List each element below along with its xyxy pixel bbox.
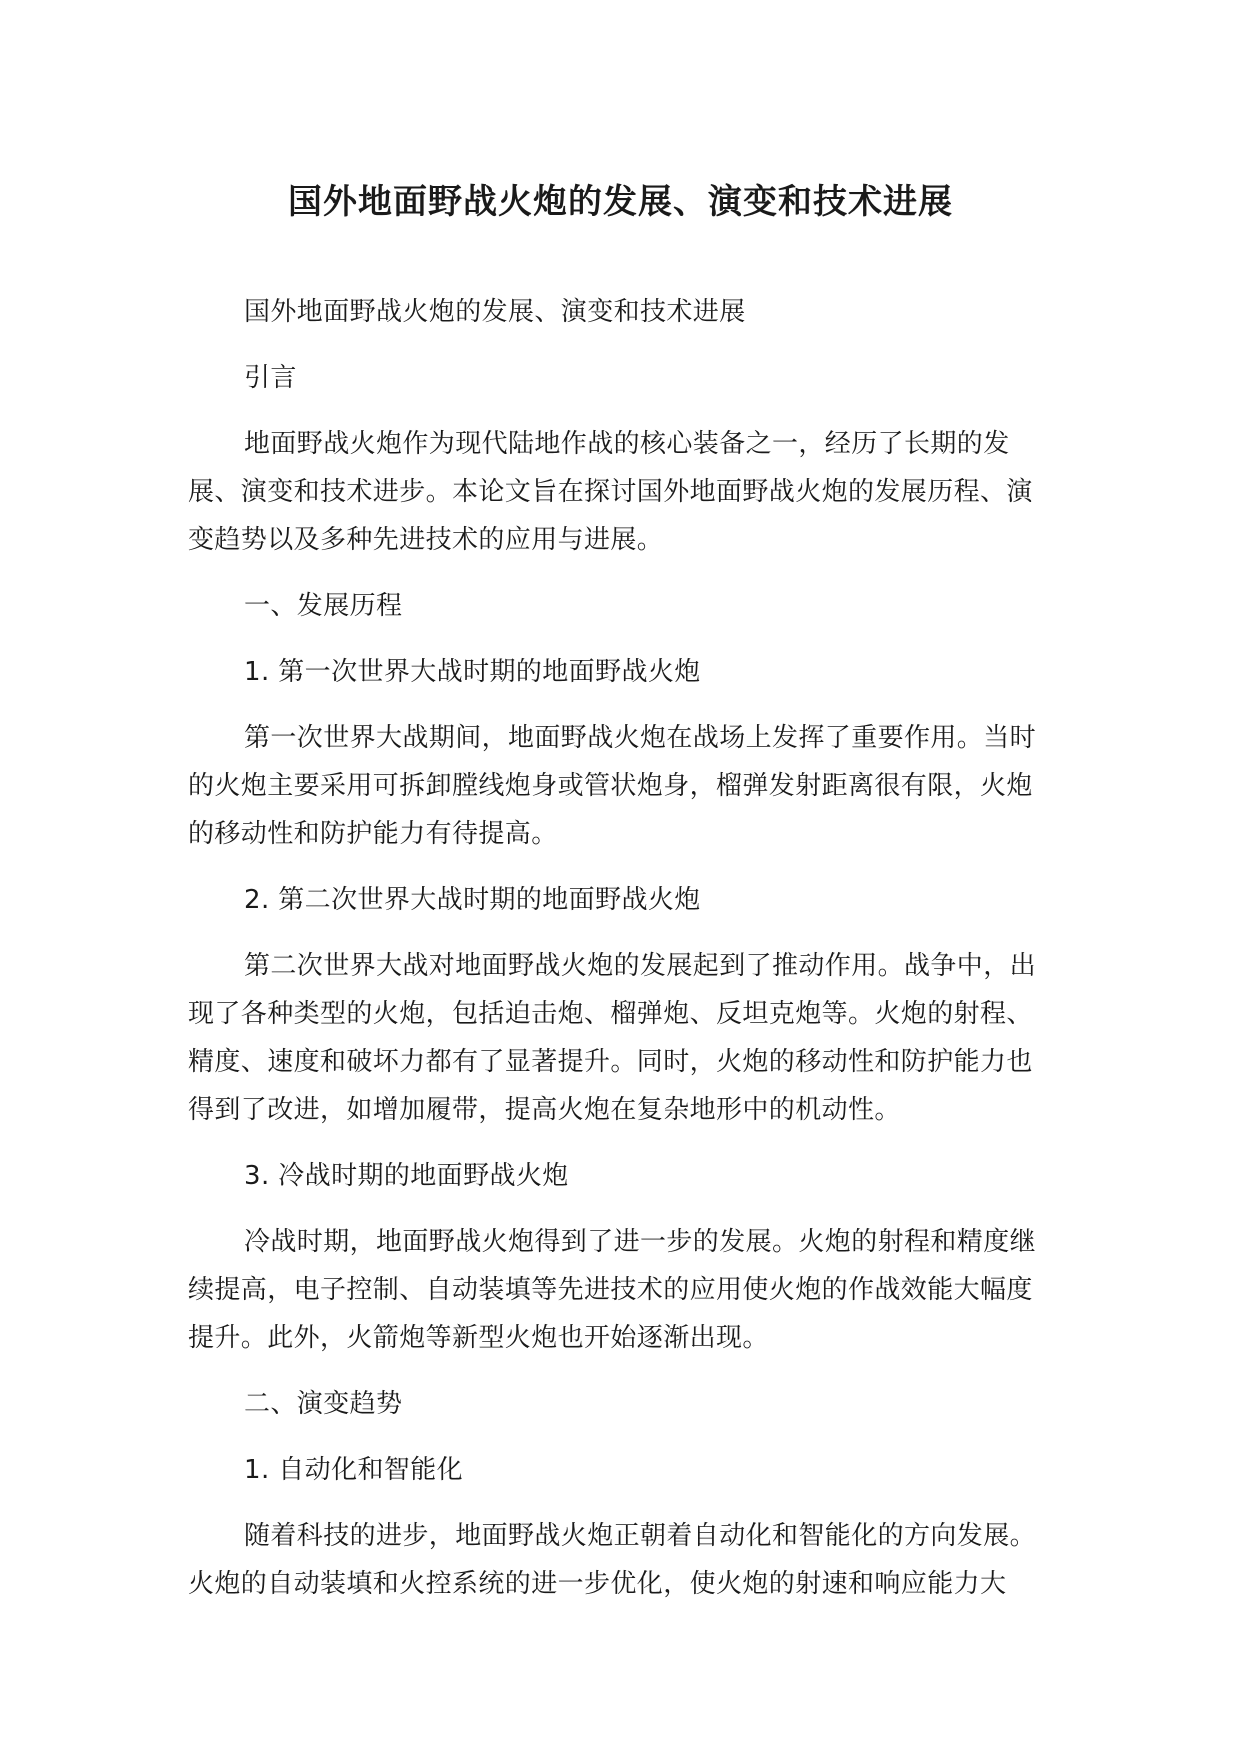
heading-development-history: 一、发展历程 [244,591,403,621]
heading-automation: 1. 自动化和智能化 [244,1455,464,1485]
paragraph-ww2: 第二次世界大战对地面野战火炮的发展起到了推动作用。战争中，出现了各种类型的火炮，包括迫击炮、榴弹炮、反坦克炮等。火炮的射程、精度、速度和破坏力都有了显著提升。同时，火炮的移动性和防护能力也得到了改进，如增加履带，提高火炮在复杂地形中的机动性。 [188,951,1037,1125]
heading-ww1: 1. 第一次世界大战时期的地面野战火炮 [244,657,701,687]
document-body [188,288,1058,1626]
paragraph-ww1: 第一次世界大战期间，地面野战火炮在战场上发挥了重要作用。当时的火炮主要采用可拆卸膛线炮身或管状炮身，榴弹发射距离很有限，火炮的移动性和防护能力有待提高。 [188,723,1037,849]
paragraph-automation: 随着科技的进步，地面野战火炮正朝着自动化和智能化的方向发展。火炮的自动装填和火控系统的进一步优化，使火炮的射速和响应能力大 [188,1521,1037,1599]
document-title: 国外地面野战火炮的发展、演变和技术进展 [288,182,953,222]
heading-cold-war: 3. 冷战时期的地面野战火炮 [244,1161,569,1191]
heading-evolution-trends: 二、演变趋势 [244,1389,403,1419]
heading-introduction: 引言 [244,363,297,393]
paragraph-cold-war: 冷战时期，地面野战火炮得到了进一步的发展。火炮的射程和精度继续提高，电子控制、自动装填等先进技术的应用使火炮的作战效能大幅度提升。此外，火箭炮等新型火炮也开始逐渐出现。 [188,1227,1037,1353]
paragraph-subtitle: 国外地面野战火炮的发展、演变和技术进展 [244,297,746,327]
paragraph-introduction: 地面野战火炮作为现代陆地作战的核心装备之一，经历了长期的发展、演变和技术进步。本论文旨在探讨国外地面野战火炮的发展历程、演变趋势以及多种先进技术的应用与进展。 [188,429,1033,555]
heading-ww2: 2. 第二次世界大战时期的地面野战火炮 [244,885,701,915]
